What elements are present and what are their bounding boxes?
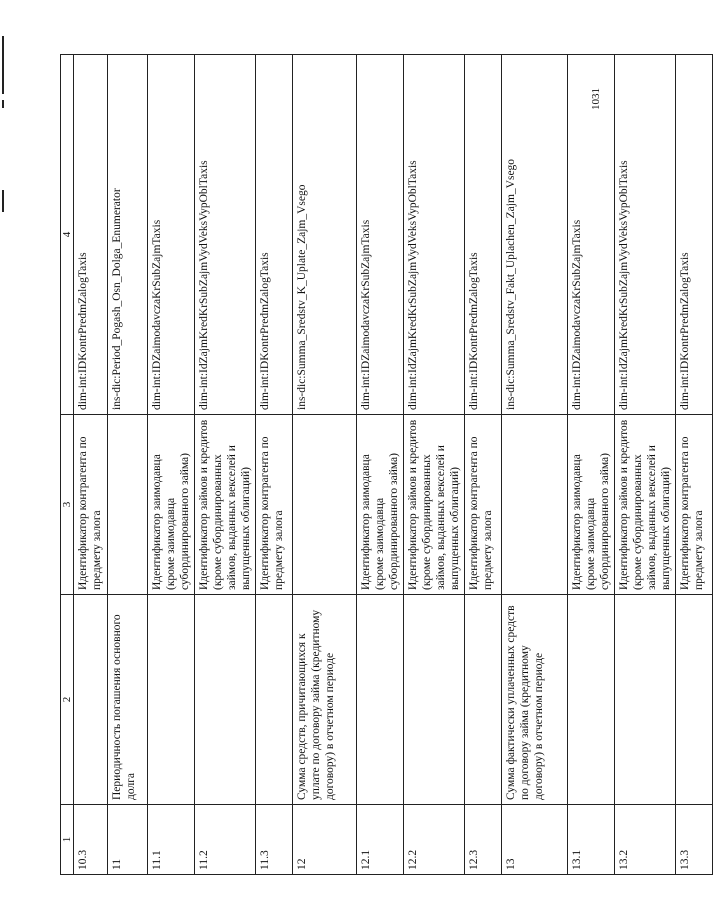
table-row bbox=[465, 55, 502, 875]
margin-mark bbox=[2, 190, 4, 212]
table-row bbox=[676, 55, 713, 875]
cell-num: 11.1 bbox=[148, 805, 195, 875]
table-row bbox=[256, 55, 293, 875]
cell-num: 12 bbox=[293, 805, 357, 875]
cell-desc bbox=[502, 415, 568, 595]
cell-code: dim-int:IdZajmKredKrSubZajmVydVeksVypOblTaxis bbox=[404, 55, 465, 415]
header-cell: 1 bbox=[61, 805, 74, 875]
cell-desc: Идентификатор заимодавца (кроме заимодавца субординированного займа) bbox=[148, 415, 195, 595]
page-number: 1031 bbox=[590, 88, 602, 110]
cell-desc: Идентификатор займов и кредитов (кроме субординированных займов, выданных векселей и выпущенных облигаций) bbox=[195, 415, 256, 595]
cell-name bbox=[256, 595, 293, 805]
cell-name bbox=[676, 595, 713, 805]
cell-code: ins-dic:Summa_Sredstv_K_Uplate_Zajm_Vsego bbox=[293, 55, 357, 415]
cell-name bbox=[615, 595, 676, 805]
table-row bbox=[148, 55, 195, 875]
cell-desc bbox=[108, 415, 148, 595]
cell-name bbox=[568, 595, 615, 805]
table-row bbox=[74, 55, 108, 875]
cell-name: Сумма средств, причитающихся к уплате по договору займа (кредитному договору) в отчетном периоде bbox=[293, 595, 357, 805]
cell-desc: Идентификатор контрагента по предмету залога bbox=[676, 415, 713, 595]
cell-num: 13 bbox=[502, 805, 568, 875]
cell-code: dim-int:IDZaimodavczaKrSubZajmTaxis bbox=[568, 55, 615, 415]
cell-code: dim-int:IdZajmKredKrSubZajmVydVeksVypOblTaxis bbox=[615, 55, 676, 415]
cell-num: 11 bbox=[108, 805, 148, 875]
cell-name bbox=[74, 595, 108, 805]
margin-mark bbox=[2, 36, 4, 94]
cell-num: 12.1 bbox=[357, 805, 404, 875]
table-row bbox=[502, 55, 568, 875]
table-row bbox=[293, 55, 357, 875]
data-table bbox=[60, 54, 713, 875]
cell-code: dim-int:IDKontrPredmZalogTaxis bbox=[256, 55, 293, 415]
cell-name bbox=[404, 595, 465, 805]
cell-num: 12.3 bbox=[465, 805, 502, 875]
cell-num: 13.1 bbox=[568, 805, 615, 875]
cell-desc: Идентификатор заимодавца (кроме заимодавца субординированного займа) bbox=[568, 415, 615, 595]
cell-desc: Идентификатор контрагента по предмету залога bbox=[74, 415, 108, 595]
cell-desc: Идентификатор займов и кредитов (кроме субординированных займов, выданных векселей и выпущенных облигаций) bbox=[404, 415, 465, 595]
cell-desc: Идентификатор контрагента по предмету залога bbox=[256, 415, 293, 595]
cell-num: 13.2 bbox=[615, 805, 676, 875]
cell-name bbox=[195, 595, 256, 805]
cell-code: dim-int:IDKontrPredmZalogTaxis bbox=[74, 55, 108, 415]
cell-code: dim-int:IdZajmKredKrSubZajmVydVeksVypOblTaxis bbox=[195, 55, 256, 415]
cell-code: ins-dic:Summa_Sredstv_Fakt_Uplachen_Zajm_Vsego bbox=[502, 55, 568, 415]
cell-name: Сумма фактически уплаченных средств по договору займа (кредитному договору) в отчетном периоде bbox=[502, 595, 568, 805]
cell-num: 11.3 bbox=[256, 805, 293, 875]
header-cell: 3 bbox=[61, 415, 74, 595]
table-row bbox=[404, 55, 465, 875]
cell-desc: Идентификатор заимодавца (кроме заимодавца субординированного займа) bbox=[357, 415, 404, 595]
cell-code: dim-int:IDZaimodavczaKrSubZajmTaxis bbox=[148, 55, 195, 415]
cell-name bbox=[465, 595, 502, 805]
cell-desc: Идентификатор контрагента по предмету залога bbox=[465, 415, 502, 595]
cell-code: dim-int:IDZaimodavczaKrSubZajmTaxis bbox=[357, 55, 404, 415]
header-cell: 4 bbox=[61, 55, 74, 415]
cell-name: Периодичность погашения основного долга bbox=[108, 595, 148, 805]
margin-mark bbox=[2, 100, 4, 108]
cell-num: 12.2 bbox=[404, 805, 465, 875]
cell-desc bbox=[293, 415, 357, 595]
table-row bbox=[568, 55, 615, 875]
cell-desc: Идентификатор займов и кредитов (кроме субординированных займов, выданных векселей и выпущенных облигаций) bbox=[615, 415, 676, 595]
table-header-row bbox=[61, 55, 74, 875]
cell-code: ins-dic:Period_Pogash_Osn_Dolga_Enumerator bbox=[108, 55, 148, 415]
cell-code: dim-int:IDKontrPredmZalogTaxis bbox=[676, 55, 713, 415]
table-row bbox=[195, 55, 256, 875]
table-row bbox=[357, 55, 404, 875]
cell-name bbox=[148, 595, 195, 805]
cell-num: 11.2 bbox=[195, 805, 256, 875]
cell-num: 10.3 bbox=[74, 805, 108, 875]
table-row bbox=[615, 55, 676, 875]
header-cell: 2 bbox=[61, 595, 74, 805]
cell-name bbox=[357, 595, 404, 805]
table-row bbox=[108, 55, 148, 875]
cell-code: dim-int:IDKontrPredmZalogTaxis bbox=[465, 55, 502, 415]
cell-num: 13.3 bbox=[676, 805, 713, 875]
